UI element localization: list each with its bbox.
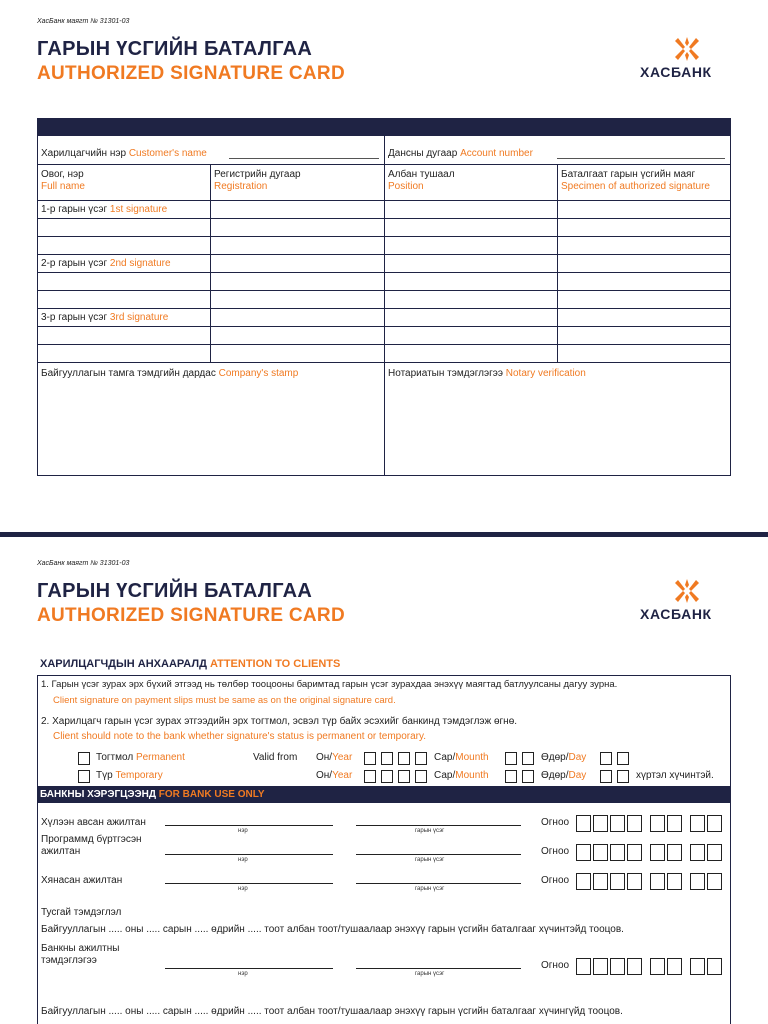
- permanent-label: Тогтмол Permanent: [96, 752, 185, 763]
- logo-emblem-icon: [673, 577, 701, 605]
- temporary-label: Түр Temporary: [96, 770, 163, 781]
- name-line[interactable]: [165, 883, 333, 884]
- date-digit-box[interactable]: [576, 844, 591, 861]
- date-digit-box[interactable]: [707, 844, 722, 861]
- card-separator: [0, 532, 768, 537]
- bank-use-section: [37, 803, 731, 1024]
- year-digit-box[interactable]: [415, 752, 427, 765]
- signature-line[interactable]: [356, 825, 521, 826]
- name-caption: нэр: [238, 886, 248, 892]
- date-digit-box[interactable]: [690, 958, 705, 975]
- valid-statement: Байгууллагын ..... оны ..... сарын ..... өдрийн ..... тоот албан тоот/тушаалаар энэхүү гарын үсгийн баталгааг хүчинтэйд тооцов.: [41, 924, 624, 935]
- date-digit-box[interactable]: [707, 873, 722, 890]
- year-digit-box[interactable]: [364, 752, 376, 765]
- date-digit-box[interactable]: [627, 958, 642, 975]
- khan-bank-logo: [640, 35, 732, 83]
- date-label: Огноо: [541, 817, 570, 828]
- form-number-2: ХасБанк маягт № 31301-03: [37, 560, 130, 567]
- day-label: Өдөр/Day: [541, 752, 587, 763]
- header-position: Албан тушаал Position: [388, 169, 455, 192]
- date-label: Огноо: [541, 846, 570, 857]
- special-note-label: Тусгай тэмдэглэл: [41, 907, 122, 918]
- day-digit-box[interactable]: [617, 770, 629, 783]
- date-digit-box[interactable]: [707, 958, 722, 975]
- name-caption: нэр: [238, 857, 248, 863]
- date-boxes[interactable]: [576, 815, 736, 832]
- page-title-en-2: AUTHORIZED SIGNATURE CARD: [37, 605, 345, 626]
- signature-caption: гарын үсэг: [415, 857, 445, 863]
- date-digit-box[interactable]: [576, 815, 591, 832]
- date-digit-box[interactable]: [610, 958, 625, 975]
- registering-staff-label: Программд бүртгэсэн ажилтан: [41, 834, 142, 857]
- header-bar: [37, 118, 731, 136]
- year-digit-box[interactable]: [398, 752, 410, 765]
- date-digit-box[interactable]: [576, 873, 591, 890]
- bank-use-bar: БАНКНЫ ХЭРЭГЦЭЭНД FOR BANK USE ONLY: [37, 786, 731, 803]
- year-digit-box[interactable]: [364, 770, 376, 783]
- invalid-statement: Байгууллагын ..... оны ..... сарын ..... өдрийн ..... тоот албан тоот/тушаалаар энэхүү гарын үсгийн баталгааг хүчингүйд тооцов.: [41, 1006, 623, 1017]
- date-digit-box[interactable]: [610, 873, 625, 890]
- year-digit-box[interactable]: [398, 770, 410, 783]
- attention-box: [37, 675, 731, 786]
- month-label: Сар/Mounth: [434, 752, 489, 763]
- date-digit-box[interactable]: [650, 873, 665, 890]
- date-digit-box[interactable]: [690, 873, 705, 890]
- note-1: 1. Гарын үсэг зурах эрх бүхий этгээд нь төлбөр тооцооны баримтад гарын үсэг зурахдаа энэхүү маягтад батлуулсаны дагуу зурна. Client signature on payment slips must be same as on the original signature card.: [41, 679, 618, 706]
- day-digit-box[interactable]: [617, 752, 629, 765]
- bank-employee-note-label: Банкны ажилтны тэмдэглэгээ: [41, 943, 120, 966]
- date-digit-box[interactable]: [593, 844, 608, 861]
- month-digit-box[interactable]: [505, 770, 517, 783]
- date-digit-box[interactable]: [593, 815, 608, 832]
- valid-until-label: хүртэл хүчинтэй.: [636, 770, 714, 781]
- date-digit-box[interactable]: [690, 844, 705, 861]
- date-digit-box[interactable]: [610, 844, 625, 861]
- signature-3-label: 3-р гарын үсэг 3rd signature: [41, 312, 169, 323]
- date-boxes[interactable]: [576, 873, 736, 890]
- attention-title: ХАРИЛЦАГЧДЫН АНХААРАЛД ATTENTION TO CLIENTS: [40, 658, 341, 670]
- reviewing-staff-label: Хянасан ажилтан: [41, 875, 123, 886]
- month-digit-box[interactable]: [505, 752, 517, 765]
- company-stamp-label: Байгууллагын тамга тэмдгийн дардас Company's stamp: [41, 368, 299, 379]
- date-digit-box[interactable]: [707, 815, 722, 832]
- day-digit-box[interactable]: [600, 770, 612, 783]
- date-label: Огноо: [541, 960, 570, 971]
- header-specimen: Баталгаат гарын үсгийн маяг Specimen of authorized signature: [561, 169, 710, 192]
- signature-line[interactable]: [356, 883, 521, 884]
- date-digit-box[interactable]: [593, 958, 608, 975]
- date-digit-box[interactable]: [690, 815, 705, 832]
- date-digit-box[interactable]: [627, 844, 642, 861]
- year-label: Он/Year: [316, 752, 353, 763]
- signature-line[interactable]: [356, 968, 521, 969]
- month-digit-box[interactable]: [522, 752, 534, 765]
- page-title-mn: ГАРЫН ҮСГИЙН БАТАЛГАА: [37, 38, 313, 60]
- date-digit-box[interactable]: [667, 873, 682, 890]
- date-digit-box[interactable]: [650, 958, 665, 975]
- page-title-en: AUTHORIZED SIGNATURE CARD: [37, 63, 345, 84]
- date-digit-box[interactable]: [576, 958, 591, 975]
- logo-text: ХАСБАНК: [640, 64, 712, 80]
- date-digit-box[interactable]: [667, 958, 682, 975]
- signature-2-label: 2-р гарын үсэг 2nd signature: [41, 258, 171, 269]
- logo-emblem-icon: [673, 35, 701, 63]
- date-digit-box[interactable]: [667, 844, 682, 861]
- receiving-staff-label: Хүлээн авсан ажилтан: [41, 817, 146, 828]
- note-2: 2. Харилцагч гарын үсэг зурах этгээдийн эрх тогтмол, эсвэл түр байх эсэхийг банкинд тэмдэглэж өгнө. Client should note to the bank whether signature's status is permanent or temporary.: [41, 716, 518, 742]
- logo-text-2: ХАСБАНК: [640, 606, 712, 622]
- name-line[interactable]: [165, 825, 333, 826]
- form-number: ХасБанк маягт № 31301-03: [37, 18, 130, 25]
- page-title-mn-2: ГАРЫН ҮСГИЙН БАТАЛГАА: [37, 580, 313, 602]
- signature-line[interactable]: [356, 854, 521, 855]
- date-digit-box[interactable]: [667, 815, 682, 832]
- year-digit-box[interactable]: [381, 770, 393, 783]
- permanent-checkbox[interactable]: [78, 752, 90, 765]
- month-label: Сар/Mounth: [434, 770, 489, 781]
- month-digit-box[interactable]: [522, 770, 534, 783]
- name-caption: нэр: [238, 828, 248, 834]
- temporary-checkbox[interactable]: [78, 770, 90, 783]
- header-registration: Регистрийн дугаар Registration: [214, 169, 301, 192]
- date-digit-box[interactable]: [650, 844, 665, 861]
- date-digit-box[interactable]: [627, 815, 642, 832]
- year-digit-box[interactable]: [381, 752, 393, 765]
- name-line[interactable]: [165, 968, 333, 969]
- signature-1-label: 1-р гарын үсэг 1st signature: [41, 204, 168, 215]
- date-digit-box[interactable]: [627, 873, 642, 890]
- notary-verification-label: Нотариатын тэмдэглэгээ Notary verification: [388, 368, 586, 379]
- name-line[interactable]: [165, 854, 333, 855]
- signature-caption: гарын үсэг: [415, 828, 445, 834]
- year-label: Он/Year: [316, 770, 353, 781]
- header-full-name: Овог, нэр Full name: [41, 169, 85, 192]
- customer-name-label: Харилцагчийн нэр Customer's name: [41, 148, 207, 159]
- date-boxes[interactable]: [576, 958, 736, 975]
- date-digit-box[interactable]: [610, 815, 625, 832]
- date-boxes[interactable]: [576, 844, 736, 861]
- date-digit-box[interactable]: [593, 873, 608, 890]
- year-digit-box[interactable]: [415, 770, 427, 783]
- name-caption: нэр: [238, 971, 248, 977]
- signature-caption: гарын үсэг: [415, 971, 445, 977]
- day-digit-box[interactable]: [600, 752, 612, 765]
- signature-table: [37, 136, 731, 476]
- signature-caption: гарын үсэг: [415, 886, 445, 892]
- account-number-label: Дансны дугаар Account number: [388, 148, 533, 159]
- valid-from-label: Valid from: [253, 752, 298, 763]
- day-label: Өдөр/Day: [541, 770, 587, 781]
- date-digit-box[interactable]: [650, 815, 665, 832]
- khan-bank-logo-2: [640, 577, 732, 625]
- date-label: Огноо: [541, 875, 570, 886]
